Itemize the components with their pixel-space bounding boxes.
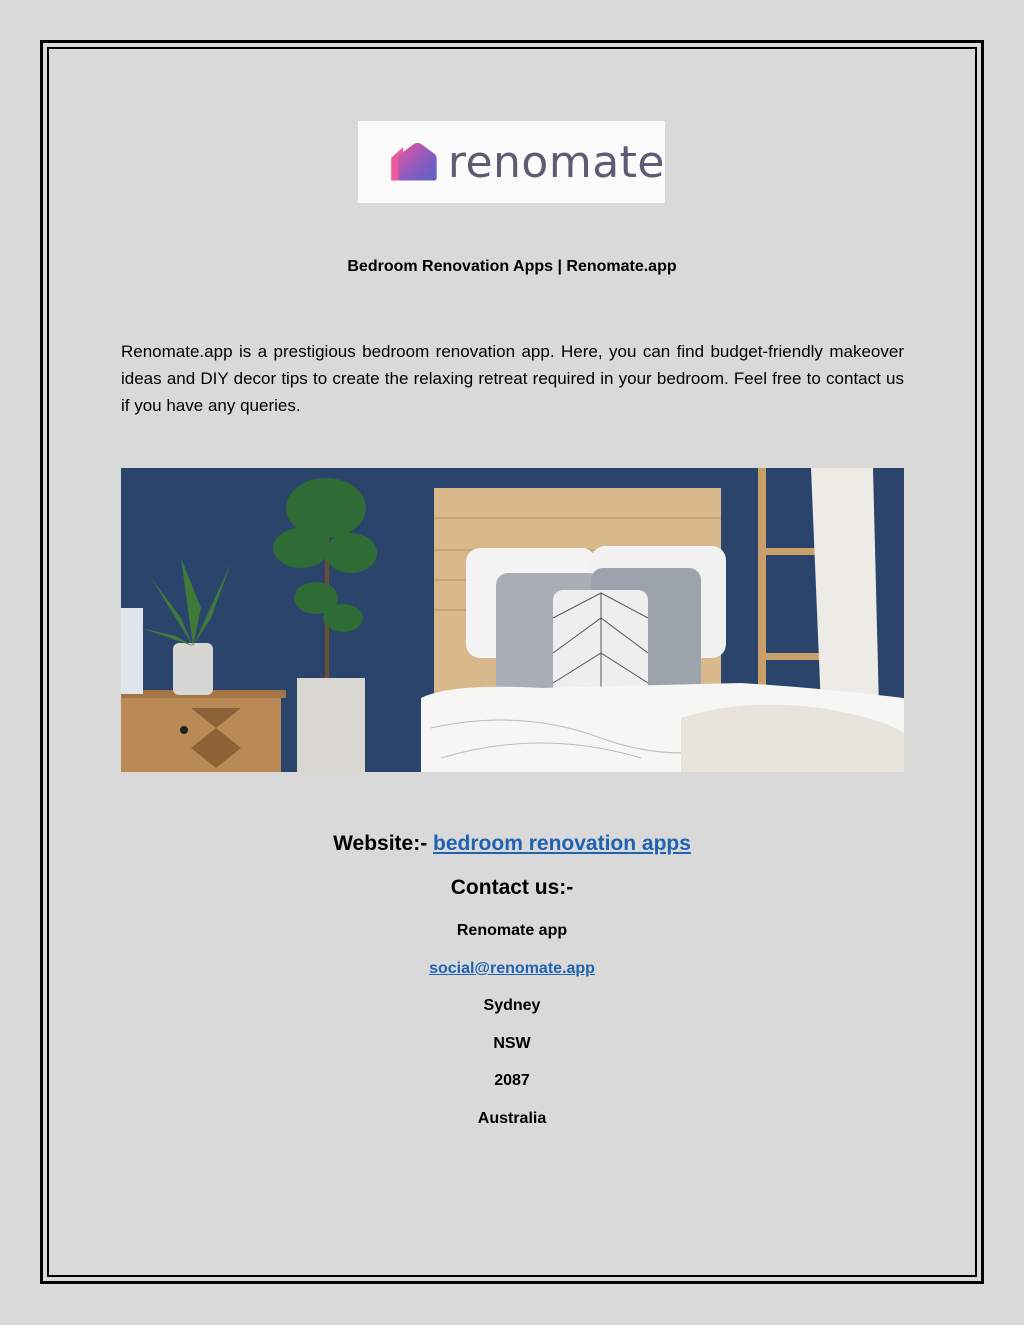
contact-heading: Contact us:- (450, 876, 574, 899)
bedroom-photo (121, 468, 904, 772)
website-label: Website:- (333, 832, 428, 855)
bedroom-illustration (121, 468, 904, 772)
contact-email-link[interactable]: social@renomate.app (429, 960, 595, 977)
house-icon (390, 129, 438, 195)
contact-email-row (0, 960, 1024, 978)
contact-postcode: 2087 (494, 1072, 530, 1089)
contact-country: Australia (477, 1110, 547, 1127)
contact-state: NSW (493, 1035, 531, 1052)
renomate-logo (358, 121, 665, 203)
contact-company: Renomate app (456, 922, 568, 939)
intro-paragraph: Renomate.app is a prestigious bedroom renovation app. Here, you can find budget-friendly makeover ideas and DIY decor tips to create the relaxing retreat required in your bedroom. Feel free to contact us if you have any queries. (121, 342, 904, 415)
contact-city: Sydney (483, 997, 541, 1014)
website-link[interactable]: bedroom renovation apps (433, 832, 691, 855)
page-title: Bedroom Renovation Apps | Renomate.app (347, 258, 677, 275)
logo-wordmark: renomate (447, 136, 665, 188)
website-line (0, 832, 1024, 856)
